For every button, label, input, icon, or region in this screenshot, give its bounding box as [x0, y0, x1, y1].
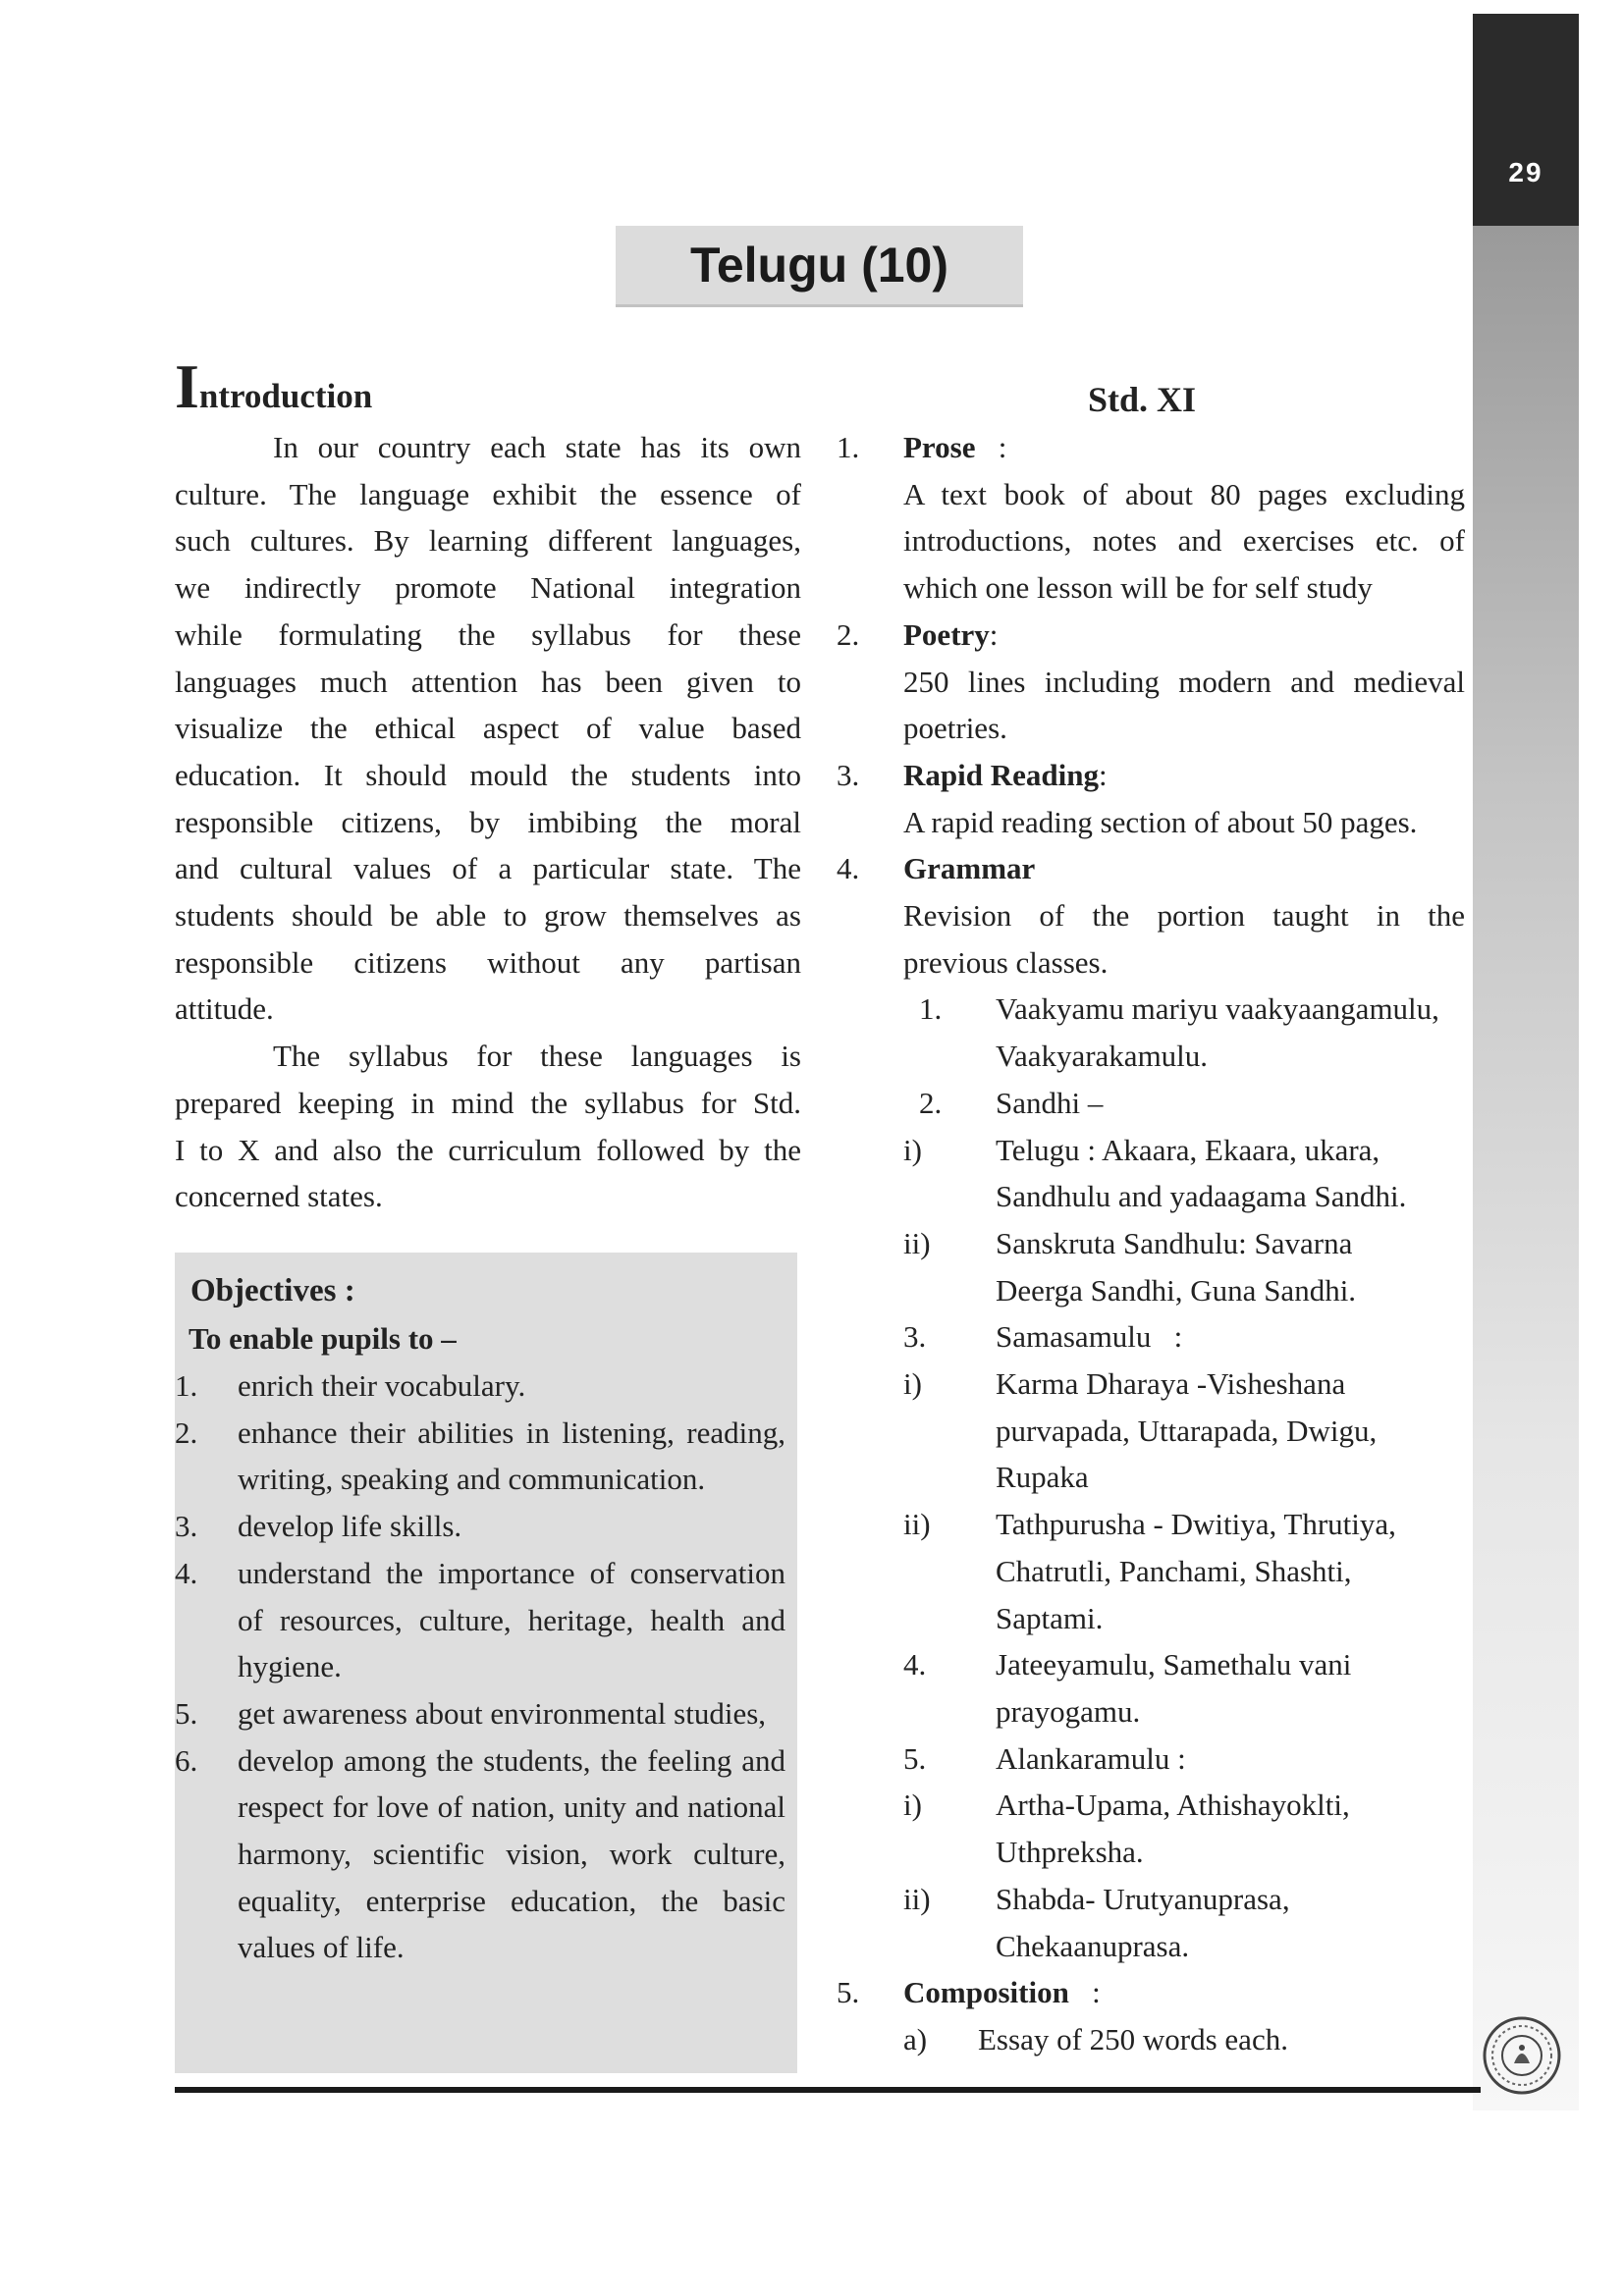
section-line: previous classes.: [903, 944, 1109, 980]
subitem-number: ii): [903, 1225, 931, 1260]
section-line: 250 lines including modern and medieval: [903, 664, 1465, 699]
syllabus-rapid-reading: [837, 752, 1465, 845]
section-label: Poetry: [903, 616, 990, 652]
section-suffix: :: [1098, 757, 1108, 792]
objective-item: [175, 1503, 785, 1550]
section-line: A rapid reading section of about 50 pages.: [903, 804, 1418, 839]
subitem-line: Jateeyamulu, Samethalu vani: [996, 1647, 1352, 1682]
objectives-heading: Objectives :: [190, 1273, 355, 1308]
composition-item: [837, 2016, 1465, 2063]
objectives-list: [175, 1362, 785, 1971]
objective-item: [175, 1690, 785, 1737]
objective-text: develop life skills.: [238, 1509, 462, 1544]
intro-body: [175, 424, 801, 1220]
page-number: 29: [1508, 157, 1543, 187]
section-number: 4.: [837, 851, 860, 886]
objective-item: [175, 1410, 785, 1503]
section-line: introductions, notes and exercises etc. of: [903, 523, 1465, 559]
objective-number: 3.: [175, 1509, 198, 1544]
subitem-line: Sandhulu and yadaagama Sandhi.: [996, 1179, 1407, 1214]
section-label: Prose: [903, 430, 976, 464]
objective-item: [175, 1550, 785, 1690]
section-label: Composition: [903, 1975, 1069, 2010]
grammar-subitem: [837, 1876, 1465, 1969]
emblem-icon: [1481, 2014, 1563, 2097]
intro-heading: [175, 351, 373, 421]
objective-text: enrich their vocabulary.: [238, 1368, 526, 1403]
subitem-number: i): [903, 1132, 922, 1167]
intro-line: students should be able to grow themselves as: [175, 898, 801, 934]
subitem-line: Sandhi –: [996, 1085, 1104, 1120]
subitem-line: purvapada, Uttarapada, Dwigu,: [996, 1413, 1378, 1448]
section-heading: [903, 424, 1465, 471]
grammar-subitem: [837, 1127, 1465, 1220]
syllabus-poetry: [837, 612, 1465, 752]
objective-number: 5.: [175, 1695, 198, 1731]
intro-heading-initial: I: [175, 351, 199, 421]
objective-text: enhance their abilities in listening, reading, writing, speaking and communication.: [238, 1415, 785, 1497]
section-number: 1.: [837, 430, 860, 464]
section-suffix: :: [975, 430, 1007, 464]
subitem-line: Rupaka: [996, 1460, 1089, 1495]
std-heading: Std. XI: [1088, 380, 1197, 419]
syllabus-grammar: [837, 845, 1465, 986]
page-title: Telugu (10): [690, 238, 948, 293]
grammar-subitem: [837, 1782, 1465, 1875]
section-line: A text book of about 80 pages excluding: [903, 476, 1465, 511]
subitem-line: Vaakyarakamulu.: [996, 1039, 1209, 1074]
intro-line: attitude.: [175, 991, 274, 1027]
subitem-line: Artha-Upama, Athishayoklti,: [996, 1788, 1350, 1823]
subitem-line: Sanskruta Sandhulu: Savarna: [996, 1225, 1353, 1260]
grammar-subitem: [837, 1641, 1465, 1735]
objective-number: 4.: [175, 1555, 198, 1590]
intro-line: we indirectly promote National integration: [175, 570, 801, 606]
grammar-subitem: [837, 986, 1465, 1079]
subitem-line: Chatrutli, Panchami, Shashti,: [996, 1553, 1352, 1588]
section-suffix: :: [1068, 1975, 1101, 2010]
subitem-number: 4.: [903, 1647, 927, 1682]
intro-line: languages much attention has been given to: [175, 664, 801, 699]
subitem-number: i): [903, 1788, 922, 1823]
section-line: which one lesson will be for self study: [903, 570, 1373, 606]
section-number: 2.: [837, 616, 860, 652]
intro-line: and cultural values of a particular state. The: [175, 851, 801, 886]
subitem-number: 3.: [903, 1319, 927, 1355]
intro-line: In our country each state has its own: [273, 430, 801, 464]
subitem-number: i): [903, 1366, 922, 1402]
section-line: Revision of the portion taught in the: [903, 898, 1465, 934]
subitem-number: 2.: [919, 1085, 943, 1120]
section-label: Grammar: [903, 851, 1036, 886]
syllabus-composition: [837, 1969, 1465, 2016]
page-tab: [1473, 14, 1579, 226]
section-suffix: :: [989, 616, 999, 652]
intro-line: I to X and also the curriculum followed by the: [175, 1132, 801, 1167]
section-number: 5.: [837, 1975, 860, 2010]
intro-line: prepared keeping in mind the syllabus for Std.: [175, 1085, 801, 1120]
intro-line: The syllabus for these languages is: [273, 1039, 801, 1074]
objective-number: 6.: [175, 1742, 198, 1778]
section-heading: [903, 845, 1465, 892]
objective-item: [175, 1362, 785, 1410]
intro-line: responsible citizens without any partisan: [175, 944, 801, 980]
subitem-number: 5.: [903, 1740, 927, 1776]
composition-item-label: a): [903, 2021, 928, 2056]
syllabus-prose: [837, 424, 1465, 612]
objective-text: develop among the students, the feeling and respect for love of nation, unity and national harmony, scientific vision, work culture, equality, enterprise education, the basic values of life.: [238, 1742, 785, 1965]
objective-number: 2.: [175, 1415, 198, 1450]
subitem-line: Samasamulu :: [996, 1319, 1183, 1355]
bottom-rule: [175, 2087, 1481, 2093]
grammar-subitem: [837, 1313, 1465, 1361]
section-number: 3.: [837, 757, 860, 792]
section-heading: [903, 612, 1465, 659]
subitem-line: Chekaanuprasa.: [996, 1928, 1190, 1963]
subitem-line: Tathpurusha - Dwitiya, Thrutiya,: [996, 1507, 1396, 1542]
subitem-line: Deerga Sandhi, Guna Sandhi.: [996, 1272, 1357, 1308]
composition-item-text: Essay of 250 words each.: [978, 2021, 1288, 2056]
subitem-line: Alankaramulu :: [996, 1740, 1186, 1776]
subitem-line: Vaakyamu mariyu vaakyaangamulu,: [996, 991, 1439, 1027]
subitem-line: prayogamu.: [996, 1693, 1141, 1729]
objective-item: [175, 1737, 785, 1972]
objective-text: get awareness about environmental studies,: [238, 1695, 767, 1731]
subitem-line: Shabda- Urutyanuprasa,: [996, 1881, 1290, 1916]
subitem-line: Uthpreksha.: [996, 1835, 1144, 1870]
intro-line: visualize the ethical aspect of value based: [175, 711, 801, 746]
grammar-subitem: [837, 1220, 1465, 1313]
intro-line: concerned states.: [175, 1179, 383, 1214]
title-banner: [616, 226, 1023, 307]
subitem-number: 1.: [919, 991, 943, 1027]
grammar-subitem: [837, 1735, 1465, 1783]
intro-line: responsible citizens, by imbibing the moral: [175, 804, 801, 839]
syllabus-column: [837, 424, 1465, 2063]
subitem-line: Saptami.: [996, 1600, 1104, 1635]
subitem-line: Karma Dharaya -Visheshana: [996, 1366, 1346, 1402]
intro-line: while formulating the syllabus for these: [175, 616, 801, 652]
objectives-subheading: To enable pupils to –: [189, 1321, 457, 1356]
intro-line: culture. The language exhibit the essence of: [175, 476, 801, 511]
subitem-number: ii): [903, 1507, 931, 1542]
grammar-subitem: [837, 1361, 1465, 1501]
intro-line: education. It should mould the students into: [175, 757, 801, 792]
side-gradient-bar: [1473, 226, 1579, 2110]
objective-number: 1.: [175, 1368, 198, 1403]
section-line: poetries.: [903, 711, 1007, 746]
subitem-line: Telugu : Akaara, Ekaara, ukara,: [996, 1132, 1380, 1167]
section-heading: [903, 1969, 1465, 2016]
subitem-number: ii): [903, 1881, 931, 1916]
grammar-subitem: [837, 1501, 1465, 1641]
objective-text: understand the importance of conservation of resources, culture, heritage, health and hygiene.: [238, 1555, 785, 1684]
intro-line: such cultures. By learning different languages,: [175, 523, 801, 559]
grammar-subitem: [837, 1080, 1465, 1127]
intro-heading-rest: ntroduction: [198, 377, 373, 415]
section-heading: [903, 752, 1465, 799]
section-label: Rapid Reading: [903, 757, 1099, 792]
